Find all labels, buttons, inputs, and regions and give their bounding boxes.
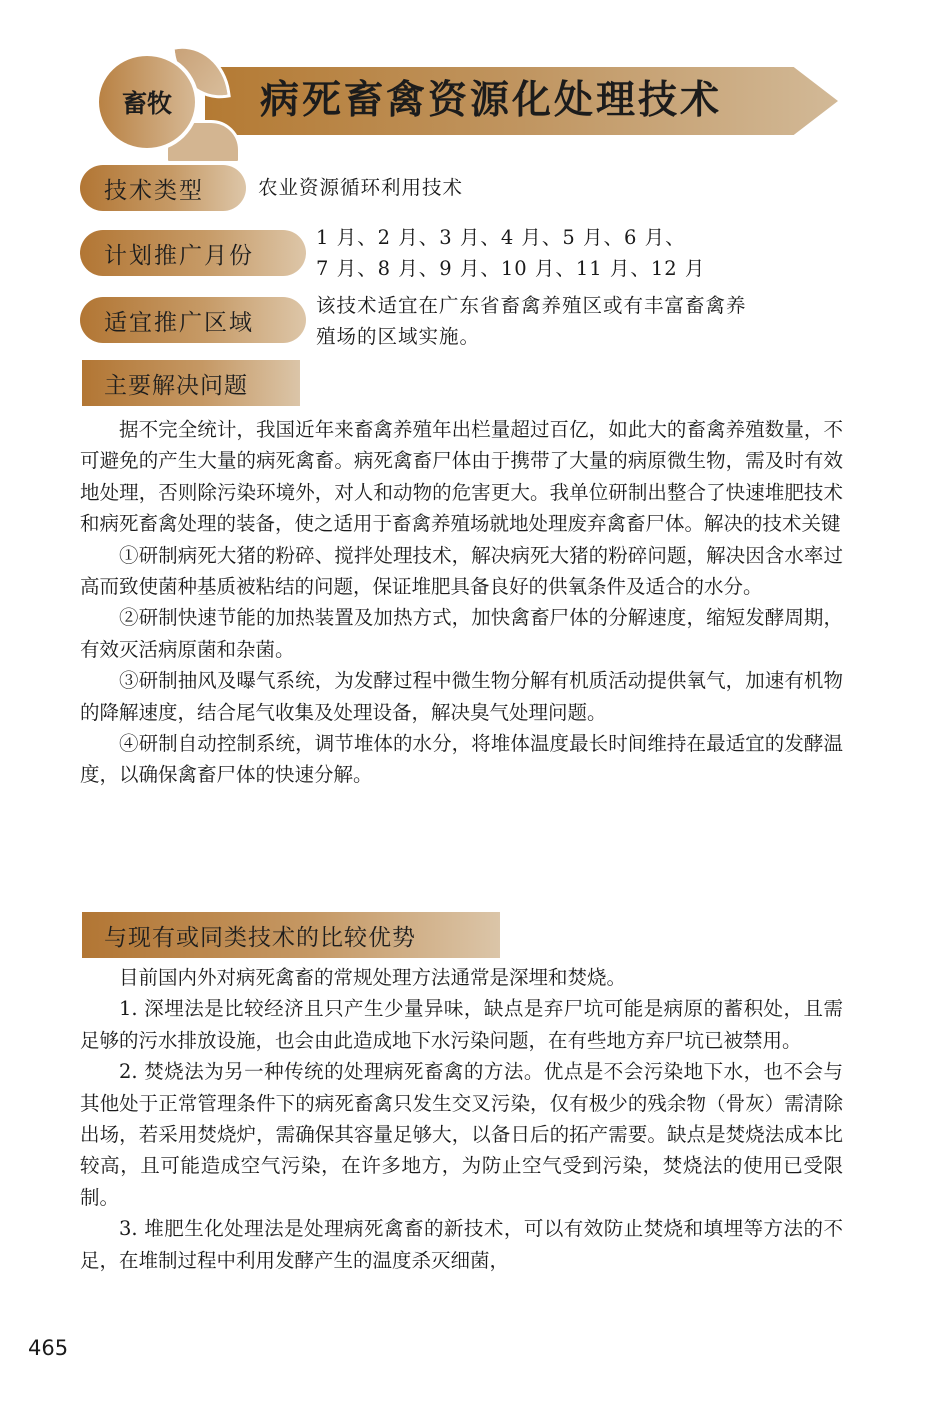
value-line: 殖场的区域实施。 [316, 325, 481, 348]
section-body-main-problems [80, 414, 843, 791]
paragraph: 据不完全统计，我国近年来畜禽养殖年出栏量超过百亿，如此大的畜禽养殖数量，不可避免的产生大量的病死禽畜。病死禽畜尸体由于携带了大量的病原微生物，需及时有效地处理，否则除污染环境外，对人和动物的危害更大。我单位研制出整合了快速堆肥技术和病死畜禽处理的装备，使之适用于畜禽养殖场就地处理废弃禽畜尸体。解决的技术关键 [80, 418, 843, 536]
label-tech-type: 技术类型 [80, 165, 246, 211]
label-promo-region: 适宜推广区域 [80, 297, 306, 343]
title-banner [95, 40, 845, 160]
paragraph: ④研制自动控制系统，调节堆体的水分，将堆体温度最长时间维持在最适宜的发酵温度，以确保禽畜尸体的快速分解。 [80, 732, 843, 787]
section-body-comparative-advantage [80, 962, 843, 1276]
value-line: 1 月、2 月、3 月、4 月、5 月、6 月、 [316, 226, 686, 249]
page-number: 465 [28, 1336, 69, 1360]
paragraph: ②研制快速节能的加热装置及加热方式，加快禽畜尸体的分解速度，缩短发酵周期，有效灭活病原菌和杂菌。 [80, 606, 843, 661]
value-promo-months [316, 222, 705, 284]
page-title: 病死畜禽资源化处理技术 [260, 78, 723, 123]
paragraph: ③研制抽风及曝气系统，为发酵过程中微生物分解有机质活动提供氧气，加速有机物的降解速度，结合尾气收集及处理设备，解决臭气处理问题。 [80, 669, 843, 724]
value-line: 该技术适宜在广东省畜禽养殖区或有丰富畜禽养 [316, 294, 747, 317]
paragraph: 3. 堆肥生化处理法是处理病死禽畜的新技术，可以有效防止焚烧和填埋等方法的不足，在堆制过程中利用发酵产生的温度杀灭细菌， [80, 1217, 843, 1272]
label-promo-months: 计划推广月份 [80, 230, 306, 276]
section-heading-comparative-advantage: 与现有或同类技术的比较优势 [82, 912, 500, 958]
value-line: 农业资源循环利用技术 [258, 176, 464, 199]
section-heading-main-problems: 主要解决问题 [82, 360, 300, 406]
value-line: 7 月、8 月、9 月、10 月、11 月、12 月 [316, 257, 706, 280]
paragraph: 2. 焚烧法为另一种传统的处理病死畜禽的方法。优点是不会污染地下水，也不会与其他处于正常管理条件下的病死畜禽只发生交叉污染，仅有极少的残余物（骨灰）需清除出场，若采用焚烧炉，需确保其容量足够大，以备日后的拓产需要。缺点是焚烧法成本比较高，且可能造成空气污染，在许多地方，为防止空气受到污染，焚烧法的使用已受限制。 [80, 1060, 843, 1209]
paragraph: 1. 深埋法是比较经济且只产生少量异味，缺点是弃尸坑可能是病原的蓄积处，且需足够的污水排放设施，也会由此造成地下水污染问题，在有些地方弃尸坑已被禁用。 [80, 997, 843, 1052]
value-promo-region [316, 290, 747, 352]
paragraph: 目前国内外对病死禽畜的常规处理方法通常是深埋和焚烧。 [119, 966, 627, 989]
category-badge: 畜牧 [95, 52, 199, 152]
value-tech-type [258, 172, 463, 203]
paragraph: ①研制病死大猪的粉碎、搅拌处理技术，解决病死大猪的粉碎问题，解决因含水率过高而致使菌种基质被粘结的问题，保证堆肥具备良好的供氧条件及适合的水分。 [80, 543, 843, 599]
